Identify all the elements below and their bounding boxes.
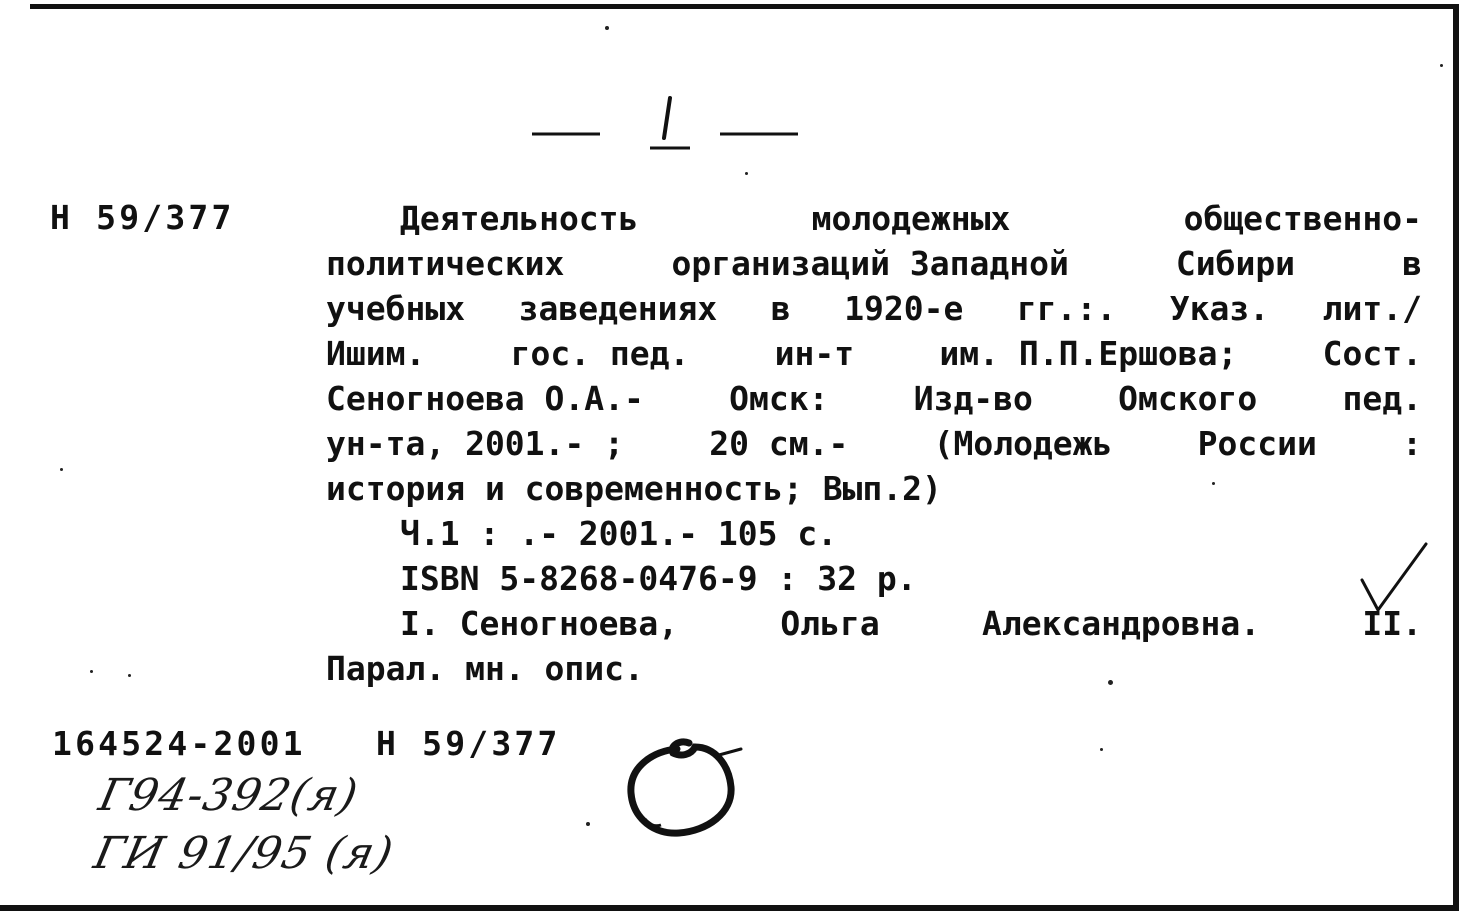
entry-word: 20 см.- <box>709 424 849 463</box>
entry-word: организаций Западной <box>671 244 1069 283</box>
inventory-number: 164524-2001 <box>52 724 306 763</box>
heading-cont: Парал. мн. опис. <box>326 649 644 688</box>
checkmark-icon <box>1350 540 1430 620</box>
bibliographic-entry <box>326 196 1422 691</box>
entry-word: ун-та, 2001.- ; <box>326 424 625 463</box>
entry-line-5 <box>326 376 1422 421</box>
entry-word: пед. <box>1342 379 1422 418</box>
handwritten-note-2: ГИ 91/95 (я) <box>89 828 399 879</box>
entry-word: Указ. <box>1169 289 1270 328</box>
entry-word: политических <box>326 244 565 283</box>
entry-word: Изд-во <box>913 379 1033 418</box>
entry-word: Сибири <box>1175 244 1296 283</box>
scan-speck <box>745 172 748 175</box>
entry-line-2 <box>326 241 1422 286</box>
entry-word: гг.:. <box>1016 289 1117 328</box>
entry-word: ин-т <box>774 334 855 373</box>
heading-word: Ольга <box>780 604 880 643</box>
entry-word: в <box>770 289 791 328</box>
headings-cont-line <box>326 646 1422 691</box>
entry-word: России <box>1197 424 1317 463</box>
headings-line <box>326 601 1422 646</box>
entry-word: им. П.П.Ершова; <box>939 334 1238 373</box>
entry-line-4 <box>326 331 1422 376</box>
scan-speck <box>1212 482 1215 485</box>
shelf-mark: Н 59/377 <box>50 198 235 237</box>
entry-word: Сеногноева О.А.- <box>326 379 644 418</box>
entry-line-6 <box>326 421 1422 466</box>
card-border-right <box>1453 4 1459 911</box>
scan-speck <box>60 468 63 471</box>
scan-speck <box>90 670 93 673</box>
entry-word: Ишим. <box>326 334 426 373</box>
heading-word: I. Сеногноева, <box>400 604 679 643</box>
entry-word: Омского <box>1118 379 1258 418</box>
isbn-info: ISBN 5-8268-0476-9 : 32 р. <box>400 559 917 598</box>
entry-word: заведениях <box>518 289 718 328</box>
entry-word: учебных <box>326 289 466 328</box>
entry-word: Омск: <box>729 379 829 418</box>
shelf-mark-repeat: Н 59/377 <box>376 724 561 763</box>
card-border-top <box>30 4 1458 9</box>
entry-word: Сост. <box>1322 334 1422 373</box>
card-border-bottom <box>0 905 1459 911</box>
circle-stamp-icon <box>615 735 755 845</box>
entry-word: Деятельность <box>400 199 639 238</box>
scan-speck <box>605 26 609 30</box>
entry-word: лит./ <box>1322 289 1422 328</box>
handwritten-note-1: Г94-392(я) <box>94 770 363 821</box>
entry-word: молодежных <box>811 199 1011 238</box>
entry-word: : <box>1402 424 1422 463</box>
isbn-line <box>326 556 1422 601</box>
entry-word: гос. пед. <box>510 334 690 373</box>
heading-word: Александровна. <box>981 604 1261 643</box>
heading-word: II. <box>1362 604 1422 643</box>
scan-speck <box>1108 680 1113 685</box>
entry-word: в <box>1402 244 1422 283</box>
entry-line-3 <box>326 286 1422 331</box>
scan-speck <box>128 674 131 677</box>
part-info: Ч.1 : .- 2001.- 105 с. <box>400 514 838 553</box>
part-line <box>326 511 1422 556</box>
scan-speck <box>586 822 590 826</box>
entry-line-1 <box>326 196 1422 241</box>
scan-speck <box>1100 748 1103 751</box>
entry-word: общественно- <box>1183 199 1422 238</box>
scan-speck <box>1440 64 1443 67</box>
entry-line-7 <box>326 466 1422 511</box>
entry-word: 1920-е <box>844 289 964 328</box>
entry-word: (Молодежь <box>933 424 1113 463</box>
page-number-mark <box>530 90 800 160</box>
entry-series: история и современность; Вып.2) <box>326 469 942 508</box>
